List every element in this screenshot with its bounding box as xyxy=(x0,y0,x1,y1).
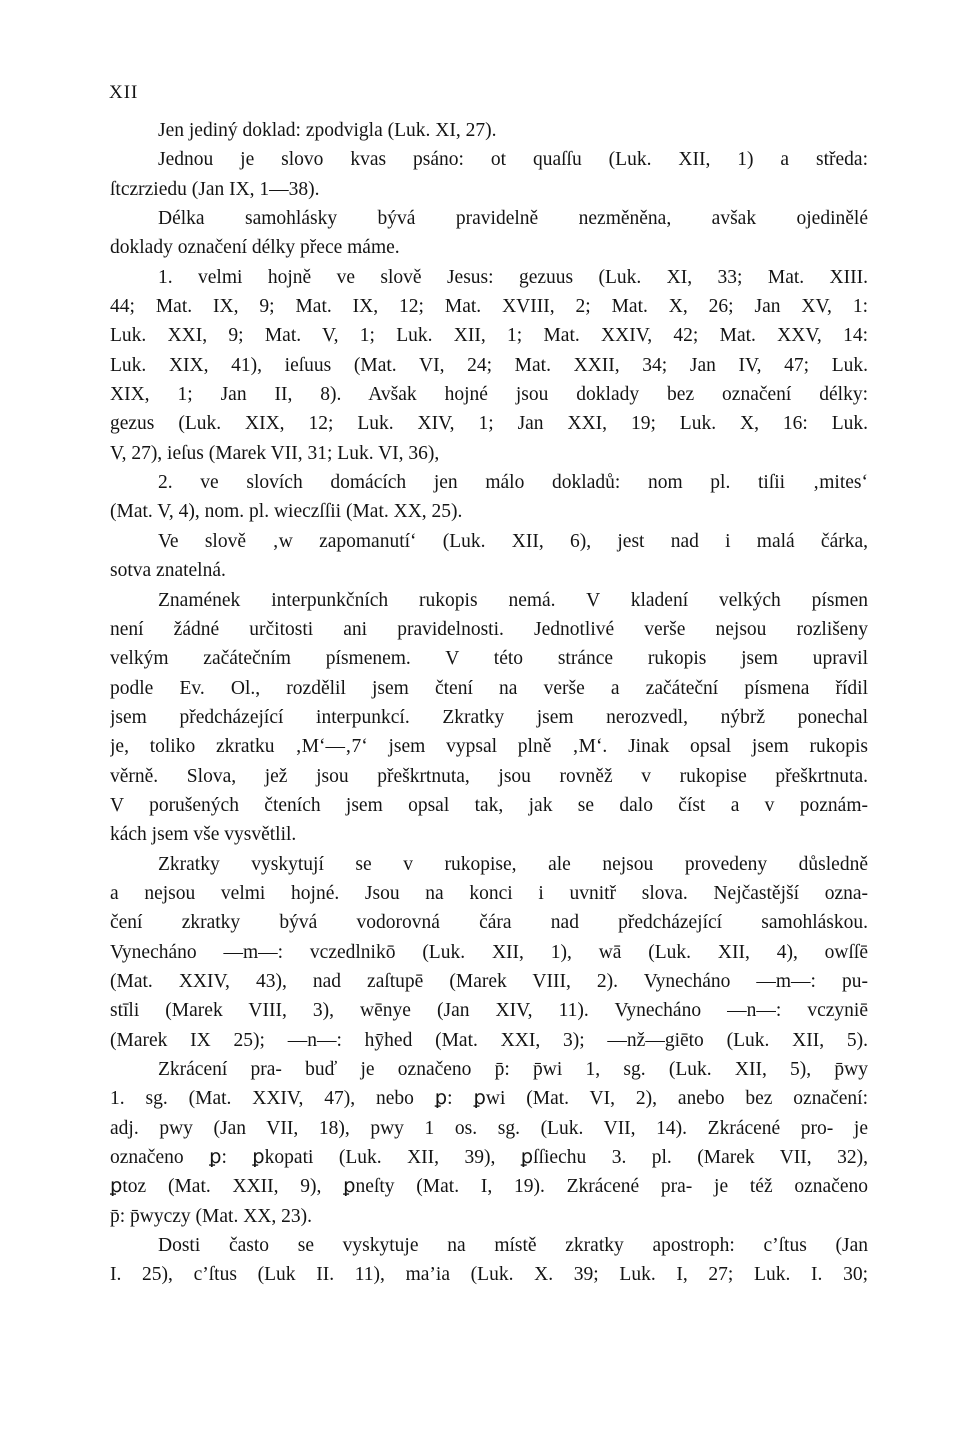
text-line: označeno ꝑ: ꝑkopati (Luk. XII, 39), ꝑſſiechu 3. pl. (Marek VII, 32), xyxy=(110,1147,868,1169)
text-line: doklady označení délky přece máme. xyxy=(110,237,400,259)
text-line: 1. velmi hojně ve slově Jesus: gezuus (Luk. XI, 33; Mat. XIII. xyxy=(158,266,868,288)
text-line: podle Ev. Ol., rozdělil jsem čtení na verše a začáteční písmena řídil xyxy=(110,677,868,699)
text-line: XIX, 1; Jan II, 8). Avšak hojné jsou doklady bez označení délky: xyxy=(110,384,868,406)
text-line: čení zkratky bývá vodorovná čára nad předcházející samohláskou. xyxy=(110,912,868,934)
text-line: Znamének interpunkčních rukopis nemá. V kladení velkých písmen xyxy=(158,589,868,611)
text-line: (Mat. XXIV, 43), nad zaſtupē (Marek VIII, 2). Vynecháno —m—: pu- xyxy=(110,970,868,992)
text-line: 44; Mat. IX, 9; Mat. IX, 12; Mat. XVIII, 2; Mat. X, 26; Jan XV, 1: xyxy=(110,296,868,318)
text-line: Zkratky vyskytují se v rukopise, ale nejsou provedeny důsledně xyxy=(158,853,868,875)
text-line: (Marek IX 25); —n—: hȳhed (Mat. XXI, 3); —nž—giēto (Luk. XII, 5). xyxy=(110,1029,868,1051)
text-line: Zkrácení pra- buď je označeno p̄: p̄wi 1, sg. (Luk. XII, 5), p̄wy xyxy=(158,1059,868,1080)
text-line: gezus (Luk. XIX, 12; Luk. XIV, 1; Jan XXI, 19; Luk. X, 16: Luk. xyxy=(110,413,868,435)
text-line: I. 25), c’ſtus (Luk II. 11), ma’ia (Luk. X. 39; Luk. I, 27; Luk. I. 30; xyxy=(110,1264,868,1286)
text-line: p̄: p̄wyczy (Mat. XX, 23). xyxy=(110,1205,312,1227)
text-line: kách jsem vše vysvětlil. xyxy=(110,824,297,846)
text-line: Jen jediný doklad: zpodvigla (Luk. XI, 27). xyxy=(158,120,497,141)
text-line: jsem předcházející interpunkcí. Zkratky jsem nerozvedl, nýbrž ponechal xyxy=(110,706,868,728)
text-line: a nejsou velmi hojné. Jsou na konci i uvnitř slova. Nejčastější ozna- xyxy=(110,882,868,904)
text-line: Dosti často se vyskytuje na místě zkratky apostroph: c’ſtus (Jan xyxy=(158,1235,868,1257)
text-line: Luk. XXI, 9; Mat. V, 1; Luk. XII, 1; Mat. XXIV, 42; Mat. XXV, 14: xyxy=(110,325,868,347)
text-line: sotva znatelná. xyxy=(110,560,226,582)
text-line: 1. sg. (Mat. XXIV, 47), nebo ꝑ: ꝑwi (Mat. VI, 2), anebo bez označení: xyxy=(110,1088,868,1110)
text-line: Vynecháno —m—: vczedlnikō (Luk. XII, 1), wā (Luk. XII, 4), owſſē xyxy=(110,941,868,963)
text-line: (Mat. V, 4), nom. pl. wieczſſii (Mat. XX, 25). xyxy=(110,501,463,523)
text-line: 2. ve slovích domácích jen málo dokladů: nom pl. tiſii ‚mites‘ xyxy=(158,472,868,494)
text-line: věrně. Slova, jež jsou přeškrtnuta, jsou rovněž v rukopise přeškrtnuta. xyxy=(110,765,868,787)
text-line: je, toliko zkratku ‚M‘—‚7‘ jsem vypsal plně ‚M‘. Jinak opsal jsem rukopis xyxy=(110,736,868,758)
text-line: V, 27), ieſus (Marek VII, 31; Luk. VI, 36), xyxy=(110,442,440,464)
text-line: ꝑtoz (Mat. XXII, 9), ꝑneſty (Mat. I, 19). Zkrácené pra- je též označeno xyxy=(110,1176,868,1198)
text-line: Ve slově ‚w zapomanutí‘ (Luk. XII, 6), jest nad i malá čárka, xyxy=(158,530,868,552)
text-line: V porušených čteních jsem opsal tak, jak se dalo číst a v poznám- xyxy=(110,794,868,816)
text-line: ſtczrziedu (Jan IX, 1—38). xyxy=(110,178,320,200)
text-line: velkým začátečním písmenem. V této stránce rukopis jsem upravil xyxy=(110,648,868,670)
text-line: stīli (Marek VIII, 3), wēnye (Jan XIV, 11). Vynecháno —n—: vczyniē xyxy=(110,1000,868,1022)
body-text xyxy=(110,116,868,1290)
text-line: není žádné určitosti ani pravidelnosti. Jednotlivé verše nejsou rozlišeny xyxy=(110,618,868,640)
page-number: XII xyxy=(109,82,139,103)
text-line: Jednou je slovo kvas psáno: ot quaſſu (Luk. XII, 1) a středa: xyxy=(158,149,868,171)
text-line: Délka samohlásky bývá pravidelně nezměněna, avšak ojedinělé xyxy=(158,208,868,230)
text-line: Luk. XIX, 41), ieſuus (Mat. VI, 24; Mat. XXII, 34; Jan IV, 47; Luk. xyxy=(110,354,868,376)
text-line: adj. pwy (Jan VII, 18), pwy 1 os. sg. (Luk. VII, 14). Zkrácené pro- je xyxy=(110,1117,868,1139)
